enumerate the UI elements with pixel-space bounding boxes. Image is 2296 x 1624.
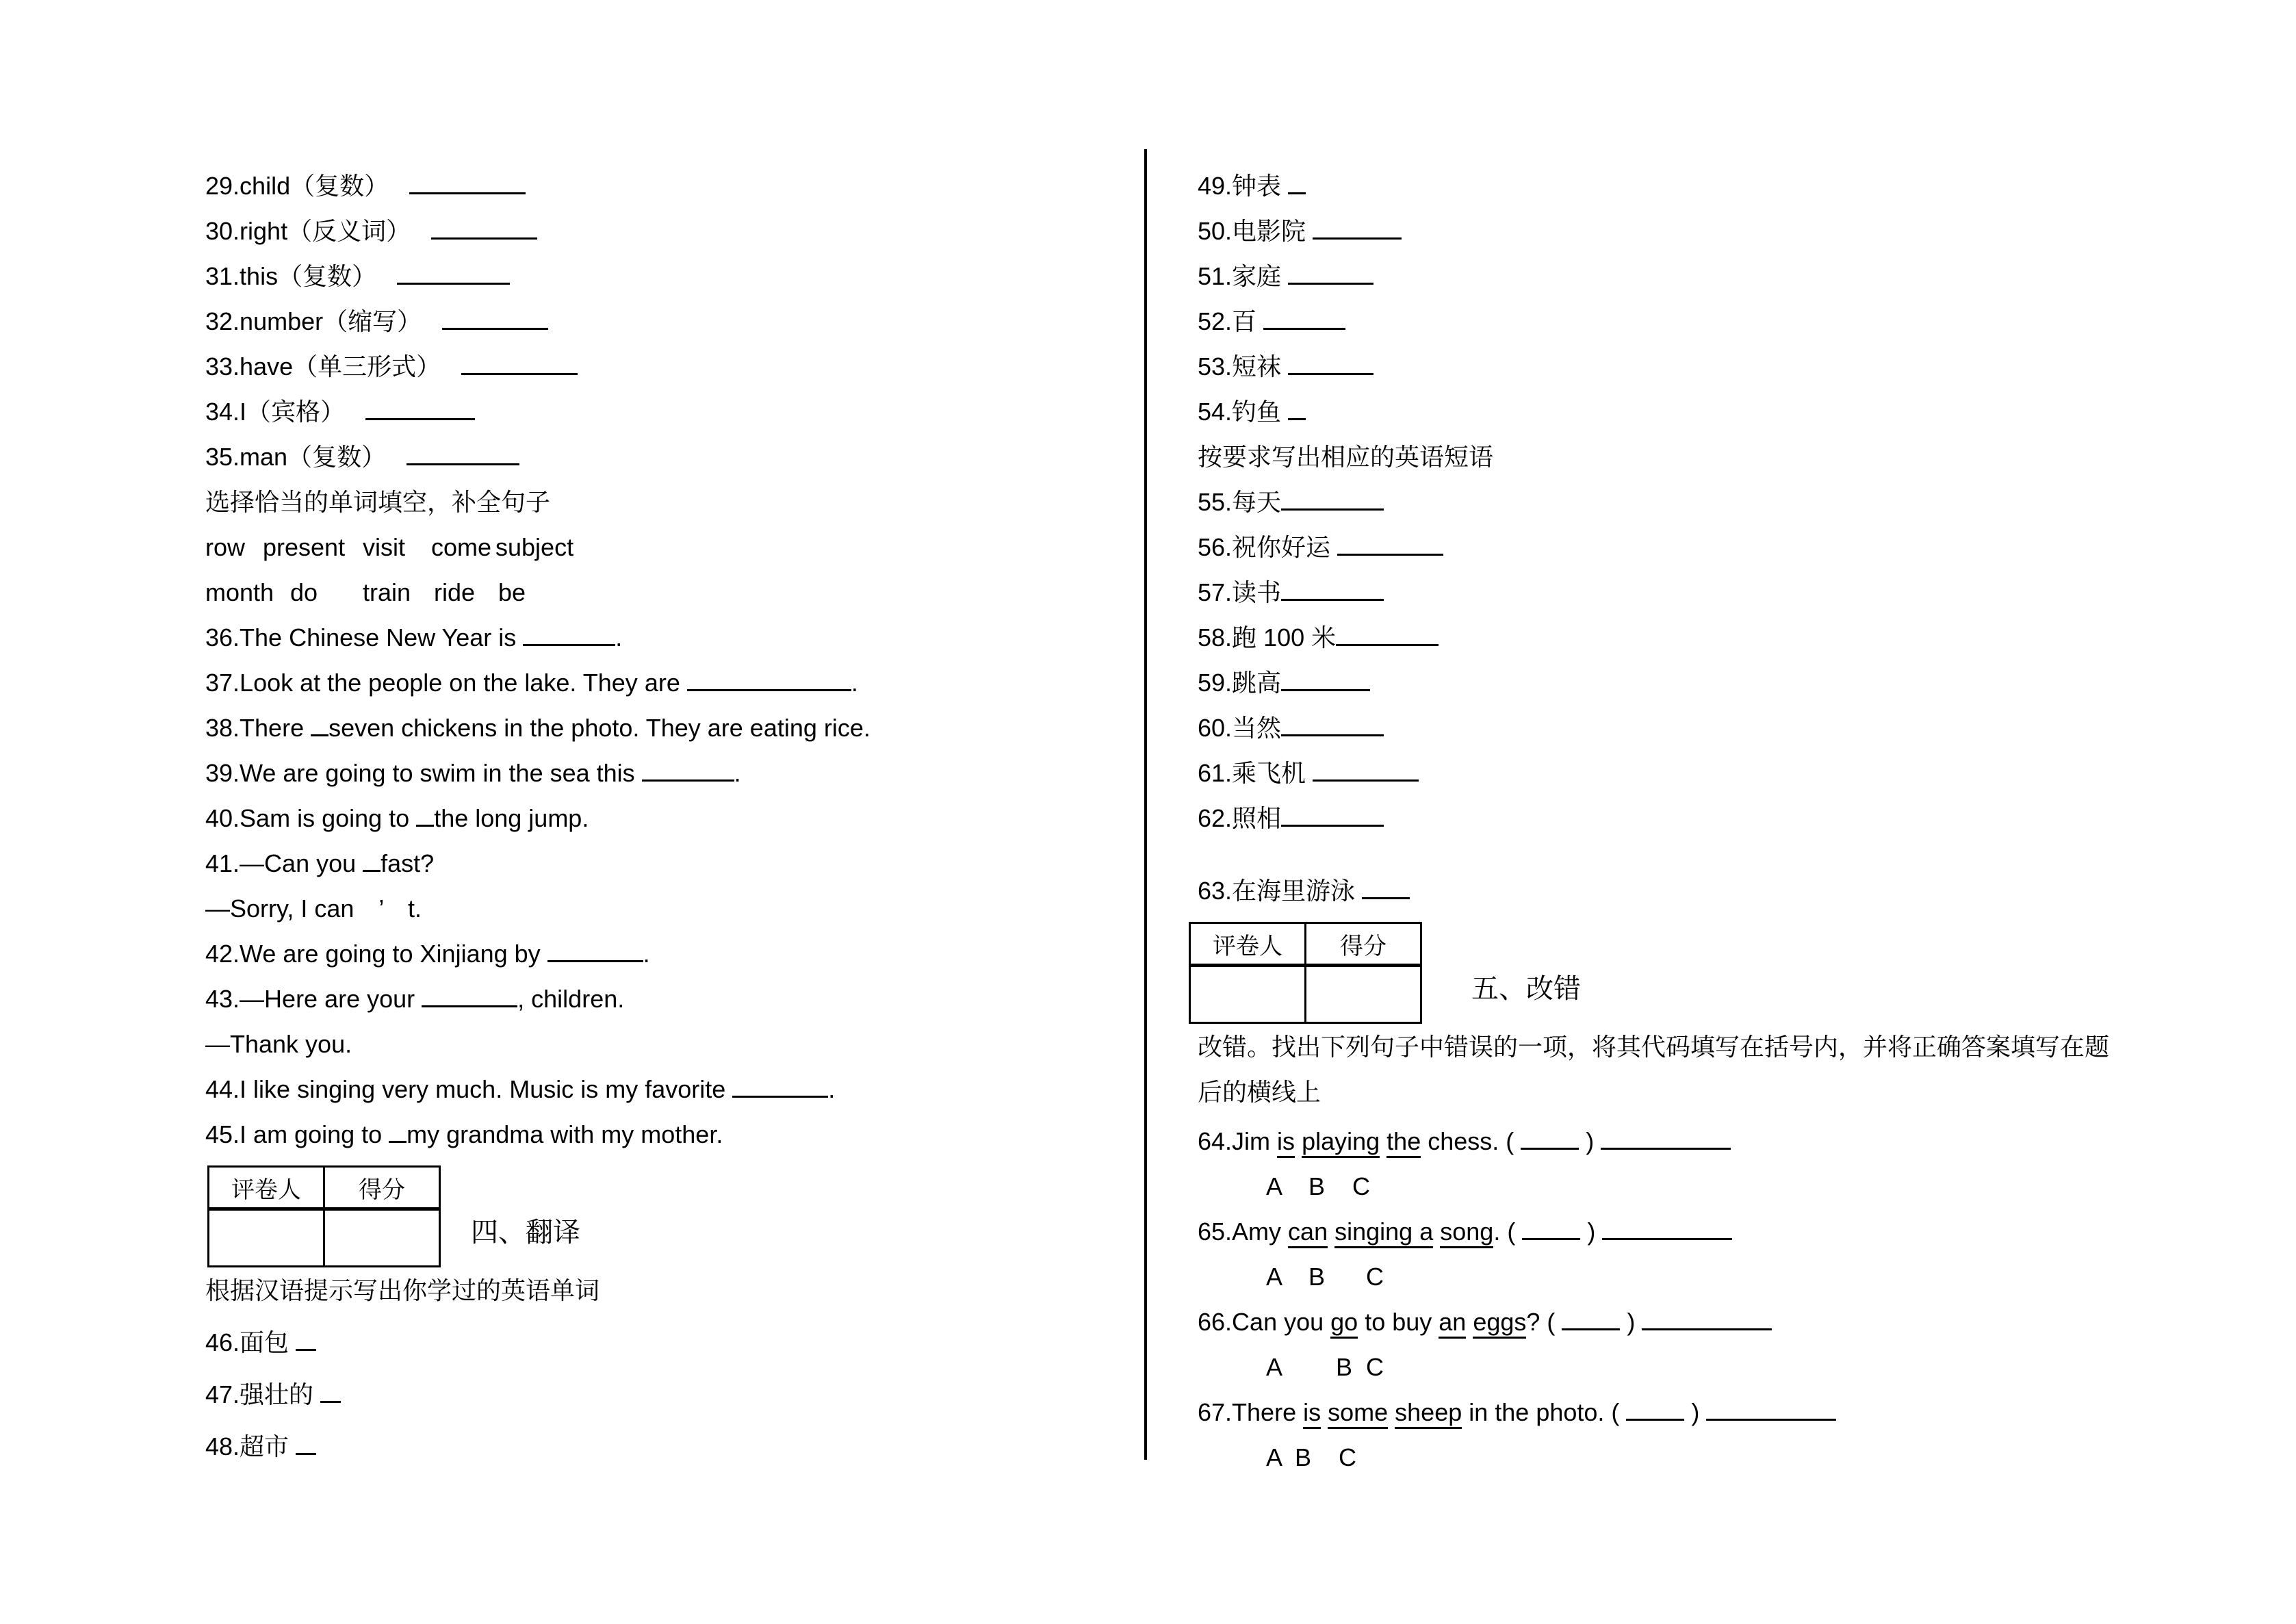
answer-blank [320, 1380, 341, 1403]
question-35 [205, 435, 1126, 480]
question-41 [205, 841, 1126, 886]
answer-blank [1337, 533, 1443, 556]
answer-blank [732, 1075, 828, 1098]
text-run: 64.Jim [1198, 1127, 1278, 1155]
answer-blank [1522, 1217, 1580, 1240]
text-run: 60.当然 [1198, 714, 1282, 742]
error-option-word: is [1303, 1398, 1321, 1429]
question-33 [205, 344, 1126, 389]
translation-instruction [205, 1268, 1126, 1313]
answer-blank [1281, 578, 1384, 601]
text-run: A B C [1266, 1263, 1384, 1291]
text-run: ) [1580, 1217, 1603, 1246]
table-header-cell: 评卷人 [1190, 923, 1306, 966]
options-66 [1198, 1345, 2279, 1390]
text-run: A B C [1266, 1172, 1371, 1200]
section-heading: 四、翻译 [471, 1217, 580, 1248]
table-empty-cell [1190, 966, 1306, 1023]
question-48 [205, 1424, 1126, 1469]
table-header-row [209, 1167, 440, 1209]
answer-blank [1601, 1127, 1731, 1150]
text-run [1466, 1308, 1473, 1336]
column-divider [1144, 149, 1147, 1460]
table-header-cell: 得分 [1306, 923, 1421, 966]
text-run: 37.Look at the people on the lake. They are [205, 669, 687, 697]
text-run: 40.Sam is going to [205, 804, 417, 832]
text-run: 根据汉语提示写出你学过的英语单词 [205, 1276, 600, 1304]
word-bank-word: present [263, 533, 346, 561]
text-run: 49.钟表 [1198, 172, 1289, 200]
text-run: 36.The Chinese New Year is [205, 623, 524, 652]
text-run: 46.面包 [205, 1328, 296, 1356]
text-run: 63.在海里游泳 [1198, 877, 1363, 905]
question-66 [1198, 1300, 2279, 1345]
answer-blank [461, 352, 578, 375]
text-run: chess. ( [1421, 1127, 1521, 1155]
text-run: . [851, 669, 858, 697]
text-run: ) [1620, 1308, 1642, 1336]
question-63 [1198, 868, 2279, 914]
question-50 [1198, 209, 2279, 254]
answer-blank [431, 217, 537, 240]
error-option-word: the [1386, 1127, 1421, 1158]
text-run: 61.乘飞机 [1198, 759, 1313, 787]
text-run: , children. [517, 985, 625, 1013]
text-run: . [828, 1075, 836, 1103]
answer-blank [1281, 669, 1370, 691]
text-run: 39.We are going to swim in the sea this [205, 759, 642, 787]
word-bank-row-2 [205, 570, 1126, 615]
question-49 [1198, 164, 2279, 209]
answer-blank [1521, 1127, 1579, 1150]
text-run: A B C [1266, 1443, 1357, 1471]
question-38 [205, 706, 1126, 751]
text-run: 后的横线上 [1198, 1078, 1321, 1106]
table-body-row [1190, 966, 1421, 1023]
question-67 [1198, 1390, 2279, 1435]
text-run: 57.读书 [1198, 578, 1282, 606]
question-41-reply [205, 886, 1126, 931]
question-44 [205, 1067, 1126, 1112]
word-bank-word: be [498, 578, 526, 606]
question-42 [205, 931, 1126, 977]
question-65 [1198, 1209, 2279, 1254]
text-run: 选择恰当的单词填空，补全句子 [205, 488, 551, 516]
text-run: my grandma with my mother. [407, 1120, 723, 1148]
table-empty-cell [209, 1209, 324, 1267]
question-61 [1198, 751, 2279, 796]
right-column [1198, 164, 2279, 1480]
text-run: 51.家庭 [1198, 262, 1289, 290]
error-option-word: can [1288, 1217, 1328, 1248]
question-54 [1198, 389, 2279, 435]
question-39 [205, 751, 1126, 796]
text-run: 52.百 [1198, 307, 1264, 335]
correction-instruction-2 [1198, 1070, 2279, 1115]
text-run [1433, 1217, 1440, 1246]
answer-blank [547, 940, 643, 962]
word-bank-word: do [290, 578, 318, 606]
answer-blank [1336, 623, 1439, 646]
answer-blank [1281, 714, 1384, 736]
answer-blank [1288, 352, 1373, 375]
text-run [1321, 1398, 1328, 1426]
question-64 [1198, 1119, 2279, 1164]
question-57 [1198, 570, 2279, 615]
word-bank-word: visit [363, 533, 405, 561]
answer-blank [523, 623, 615, 646]
word-bank-word: row [205, 533, 246, 561]
text-run: 29.child（复数） [205, 172, 389, 200]
error-option-word: singing a [1334, 1217, 1433, 1248]
answer-blank [1706, 1398, 1836, 1421]
error-option-word: an [1439, 1308, 1466, 1339]
text-run: . [615, 623, 623, 652]
error-option-word: song [1440, 1217, 1493, 1248]
question-34 [205, 389, 1126, 435]
text-run: to buy [1358, 1308, 1439, 1336]
text-run: ) [1579, 1127, 1601, 1155]
text-run: 38.There [205, 714, 311, 742]
text-run: 58.跑 100 米 [1198, 623, 1337, 652]
answer-blank [1288, 398, 1306, 420]
error-option-word: is [1277, 1127, 1295, 1158]
question-56 [1198, 525, 2279, 570]
text-run: in the photo. ( [1462, 1398, 1627, 1426]
question-60 [1198, 706, 2279, 751]
text-run: fast? [380, 849, 435, 877]
text-run: 47.强壮的 [205, 1380, 321, 1408]
answer-blank [389, 1120, 407, 1143]
text-run: 55.每天 [1198, 488, 1282, 516]
phrase-instruction [1198, 435, 2279, 480]
options-67 [1198, 1435, 2279, 1480]
text-run: 31.this（复数） [205, 262, 377, 290]
options-64 [1198, 1164, 2279, 1209]
text-run: 66.Can you [1198, 1308, 1331, 1336]
text-run: 65.Amy [1198, 1217, 1289, 1246]
text-run: 42.We are going to Xinjiang by [205, 940, 547, 968]
error-option-word: playing [1302, 1127, 1380, 1158]
question-62 [1198, 796, 2279, 841]
text-run: 33.have（单三形式） [205, 352, 441, 381]
answer-blank [1642, 1308, 1772, 1330]
question-37 [205, 660, 1126, 706]
correction-instruction-1 [1198, 1024, 2279, 1070]
text-run: 改错。找出下列句子中错误的一项，将其代码填写在括号内，并将正确答案填写在题 [1198, 1033, 2110, 1061]
answer-blank [1562, 1308, 1620, 1330]
answer-blank [296, 1328, 316, 1351]
text-run: seven chickens in the photo. They are eating rice. [328, 714, 870, 742]
text-run: 34.I（宾格） [205, 398, 346, 426]
error-option-word: sheep [1395, 1398, 1462, 1429]
answer-blank [407, 443, 519, 465]
word-bank-word: train [363, 578, 411, 606]
question-51 [1198, 254, 2279, 299]
word-bank-row-1 [205, 525, 1126, 570]
question-43-reply [205, 1022, 1126, 1067]
text-run [1328, 1217, 1334, 1246]
answer-blank [363, 849, 380, 872]
question-53 [1198, 344, 2279, 389]
table-header-row [1190, 923, 1421, 966]
question-52 [1198, 299, 2279, 344]
text-run: 62.照相 [1198, 804, 1282, 832]
question-59 [1198, 660, 2279, 706]
answer-blank [1281, 804, 1384, 827]
grader-table-translation [205, 1165, 1126, 1268]
text-run: . ( [1493, 1217, 1523, 1246]
answer-blank [1602, 1217, 1732, 1240]
question-55 [1198, 480, 2279, 525]
question-32 [205, 299, 1126, 344]
text-run: 44.I like singing very much. Music is my favorite [205, 1075, 733, 1103]
table-body-row [209, 1209, 440, 1267]
question-58 [1198, 615, 2279, 660]
fill-instruction [205, 480, 1126, 525]
left-column [205, 164, 1126, 1469]
error-option-word: go [1330, 1308, 1358, 1339]
text-run: 35.man（复数） [205, 443, 387, 471]
answer-blank [1263, 307, 1345, 330]
table-empty-cell [1306, 966, 1421, 1023]
table-empty-cell [324, 1209, 440, 1267]
question-36 [205, 615, 1126, 660]
answer-blank [687, 669, 851, 691]
answer-blank [1313, 217, 1402, 240]
answer-blank [1626, 1398, 1684, 1421]
word-bank-word: ride [434, 578, 476, 606]
text-run: the long jump. [434, 804, 589, 832]
text-run: 67.There [1198, 1398, 1304, 1426]
options-65 [1198, 1254, 2279, 1300]
text-run: . [734, 759, 741, 787]
text-run: —Sorry, I can ’ t. [205, 894, 422, 923]
question-30 [205, 209, 1126, 254]
text-run: —Thank you. [205, 1030, 352, 1058]
text-run: 59.跳高 [1198, 669, 1282, 697]
text-run [1388, 1398, 1395, 1426]
word-bank-word: subject [495, 533, 574, 561]
text-run: 43.—Here are your [205, 985, 422, 1013]
text-run: ) [1684, 1398, 1707, 1426]
text-run: ? ( [1526, 1308, 1562, 1336]
answer-blank [1288, 262, 1373, 285]
answer-blank [642, 759, 734, 782]
question-40 [205, 796, 1126, 841]
question-47 [205, 1372, 1126, 1417]
text-run: 48.超市 [205, 1432, 296, 1460]
answer-blank [397, 262, 510, 285]
answer-blank [422, 985, 517, 1007]
text-run: 56.祝你好运 [1198, 533, 1338, 561]
answer-blank [442, 307, 548, 330]
table-header-cell: 得分 [324, 1167, 440, 1209]
answer-blank [365, 398, 475, 420]
question-29 [205, 164, 1126, 209]
answer-blank [296, 1432, 316, 1455]
text-run: 50.电影院 [1198, 217, 1313, 245]
text-run: 54.钓鱼 [1198, 398, 1289, 426]
grader-score-table [207, 1165, 441, 1267]
text-run: 45.I am going to [205, 1120, 389, 1148]
question-45 [205, 1112, 1126, 1157]
grader-table-correction [1198, 922, 2279, 1024]
answer-blank [311, 714, 328, 736]
answer-blank [1313, 759, 1419, 782]
error-option-word: eggs [1473, 1308, 1526, 1339]
grader-score-table [1189, 922, 1422, 1024]
question-31 [205, 254, 1126, 299]
text-run: 41.—Can you [205, 849, 363, 877]
text-run: 按要求写出相应的英语短语 [1198, 443, 1494, 471]
table-header-cell: 评卷人 [209, 1167, 324, 1209]
error-option-word: some [1328, 1398, 1388, 1429]
answer-blank [1362, 877, 1410, 899]
question-43 [205, 977, 1126, 1022]
question-46 [205, 1320, 1126, 1365]
text-run [1295, 1127, 1302, 1155]
text-run: A B C [1266, 1353, 1384, 1381]
answer-blank [409, 172, 526, 194]
word-bank-word: come [431, 533, 492, 561]
answer-blank [1281, 488, 1384, 511]
answer-blank [1288, 172, 1306, 194]
text-run: 30.right（反义词） [205, 217, 411, 245]
text-run [1380, 1127, 1386, 1155]
answer-blank [416, 804, 434, 827]
word-bank-word: month [205, 578, 274, 606]
section-heading: 五、改错 [1471, 974, 1581, 1004]
text-run: . [643, 940, 650, 968]
text-run: 53.短袜 [1198, 352, 1289, 381]
text-run: 32.number（缩写） [205, 307, 422, 335]
